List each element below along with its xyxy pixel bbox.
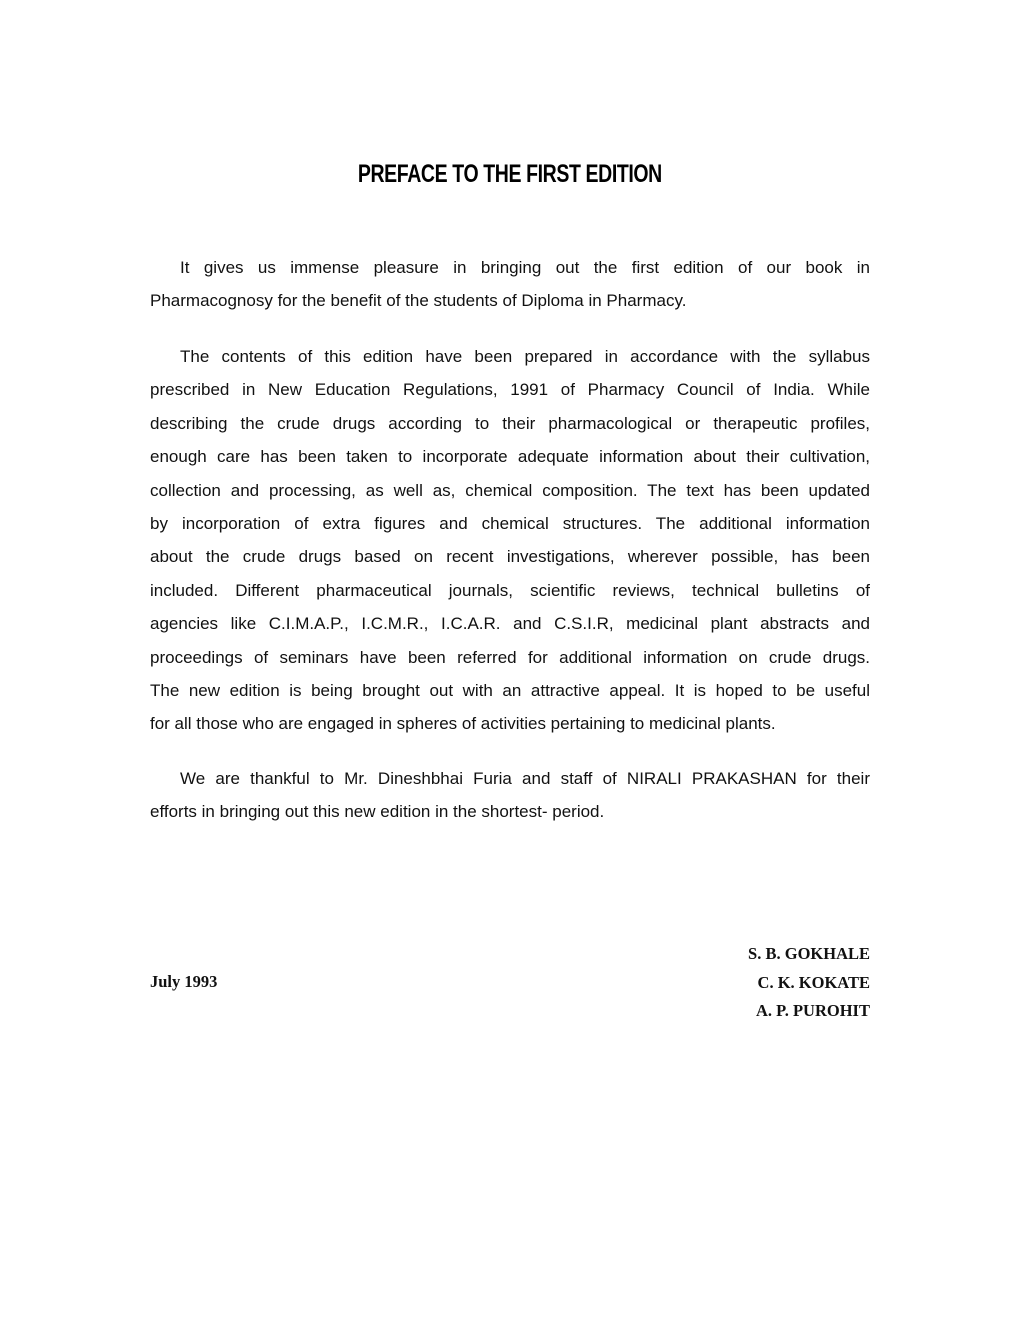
text-line: describing the crude drugs according to their pharmacological or therapeutic profiles, [150, 413, 870, 433]
title-text: PREFACE TO THE FIRST EDITION [357, 160, 663, 188]
date: July 1993 [150, 972, 218, 991]
text-line: enough care has been taken to incorporate adequate information about their cultivation, [150, 447, 870, 467]
text-line: about the crude drugs based on recent investigations, wherever possible, has been [150, 547, 870, 567]
text-line: We are thankful to Mr. Dineshbhai Furia and staff of NIRALI PRAKASHAN for their [180, 769, 870, 788]
text-line: agencies like C.I.M.A.P., I.C.M.R., I.C.A.R. and C.S.I.R, medicinal plant abstracts and [150, 614, 870, 634]
text-line: prescribed in New Education Regulations, 1991 of Pharmacy Council of India. While [150, 380, 870, 400]
author-name: A. P. PUROHIT [756, 1001, 870, 1020]
text-line: by incorporation of extra figures and chemical structures. The additional information [150, 514, 870, 534]
text-line: The new edition is being brought out with an attractive appeal. It is hoped to be useful [150, 681, 870, 701]
authors [748, 940, 870, 1026]
text-line: proceedings of seminars have been referred for additional information on crude drugs. [150, 647, 870, 667]
text-line: The contents of this edition have been prepared in accordance with the syllabus [180, 347, 870, 366]
author-name: S. B. GOKHALE [748, 944, 870, 963]
author-name: C. K. KOKATE [757, 972, 870, 992]
text-line: efforts in bringing out this new edition in the shortest- period. [150, 802, 605, 822]
text-line: Pharmacognosy for the benefit of the students of Diploma in Pharmacy. [150, 291, 687, 311]
text-line: It gives us immense pleasure in bringing out the first edition of our book in [180, 258, 870, 277]
paragraph-3 [150, 762, 870, 829]
paragraph-1 [150, 251, 870, 318]
text-line: collection and processing, as well as, chemical composition. The text has been updated [150, 480, 870, 500]
text-line: included. Different pharmaceutical journals, scientific reviews, technical bulletins of [150, 580, 870, 600]
text-line: for all those who are engaged in spheres of activities pertaining to medicinal plants. [150, 714, 776, 734]
paragraph-2 [150, 340, 870, 741]
page-title [0, 160, 1020, 189]
